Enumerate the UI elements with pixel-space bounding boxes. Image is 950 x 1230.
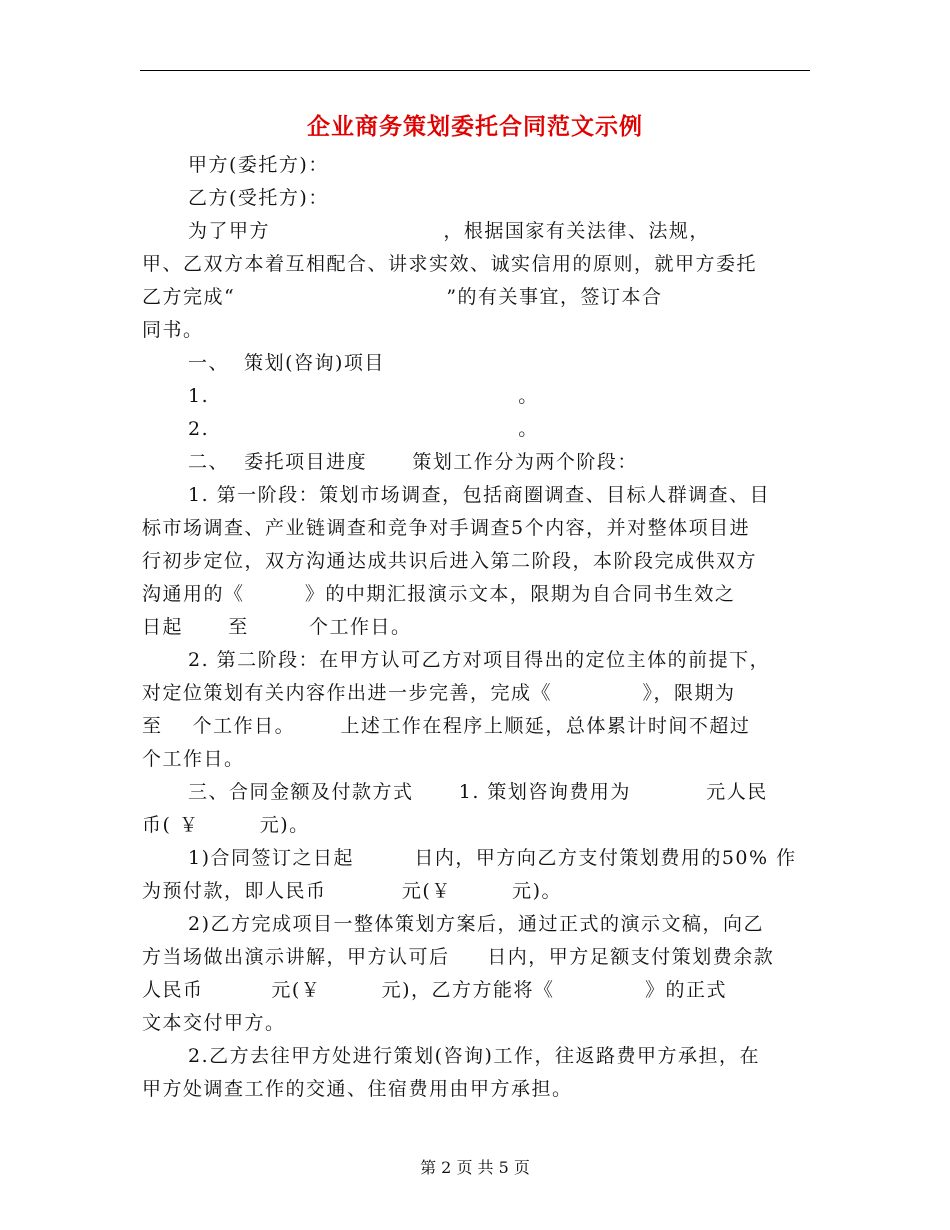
body-line: 个工作日。 [142,748,245,770]
body-line: 同书。 [142,319,204,341]
body-line: 日起 至 个工作日。 [142,616,412,638]
body-line: 对定位策划有关内容作出进一步完善，完成《 》，限期为 [142,682,736,704]
body-line: 币( ￥ 元)。 [142,814,310,836]
body-line: 行初步定位，双方沟通达成共识后进入第二阶段，本阶段完成供双方 [142,550,758,572]
party-b-line: 乙方(受托方)： [188,187,329,209]
party-a-line: 甲方(委托方)： [188,154,329,176]
body-line: 为预付款，即人民币 元(￥ 元)。 [142,880,563,902]
project-item-1: 1. 。 [188,385,539,407]
section-heading-1: 一、 策划(咨询)项目 [188,352,385,374]
body-line: 2. 第二阶段：在甲方认可乙方对项目得出的定位主体的前提下， [188,649,771,671]
page-number: 第 2 页 共 5 页 [420,1158,530,1177]
body-line: 文本交付甲方。 [142,1012,286,1034]
body-line: 方当场做出演示讲解，甲方认可后 日内，甲方足额支付策划费余款 [142,946,775,968]
body-line: 1)合同签订之日起 日内，甲方向乙方支付策划费用的50% 作 [188,847,797,869]
body-line: 2)乙方完成项目一整体策划方案后，通过正式的演示文稿，向乙 [188,913,765,935]
document-title: 企业商务策划委托合同范文示例 [307,113,643,140]
project-item-2: 2. 。 [188,418,539,440]
body-line: 沟通用的《 》的中期汇报演示文本，限期为自合同书生效之 [142,583,736,605]
body-line: 至 个工作日。 上述工作在程序上顺延，总体累计时间不超过 [142,715,751,737]
body-line: 1. 第一阶段：策划市场调查，包括商圈调查、目标人群调查、目 [188,484,771,506]
section-heading-3: 三、合同金额及付款方式 1. 策划咨询费用为 元人民 [188,781,768,803]
body-line: 乙方完成“ ”的有关事宜，签订本合 [142,286,663,308]
body-line: 为了甲方 ，根据国家有关法律、法规， [188,220,710,242]
header-rule [140,70,810,71]
body-line: 甲、乙双方本着互相配合、讲求实效、诚实信用的原则，就甲方委托 [142,253,758,275]
body-line: 标市场调查、产业链调查和竞争对手调查5个内容，并对整体项目进 [142,517,751,539]
body-line: 甲方处调查工作的交通、住宿费用由甲方承担。 [142,1078,573,1100]
body-line: 人民币 元(￥ 元)，乙方方能将《 》的正式 [142,979,727,1001]
section-heading-2: 二、 委托项目进度 策划工作分为两个阶段： [188,451,638,473]
body-line: 2.乙方去往甲方处进行策划(咨询)工作，往返路费甲方承担，在 [188,1045,760,1067]
